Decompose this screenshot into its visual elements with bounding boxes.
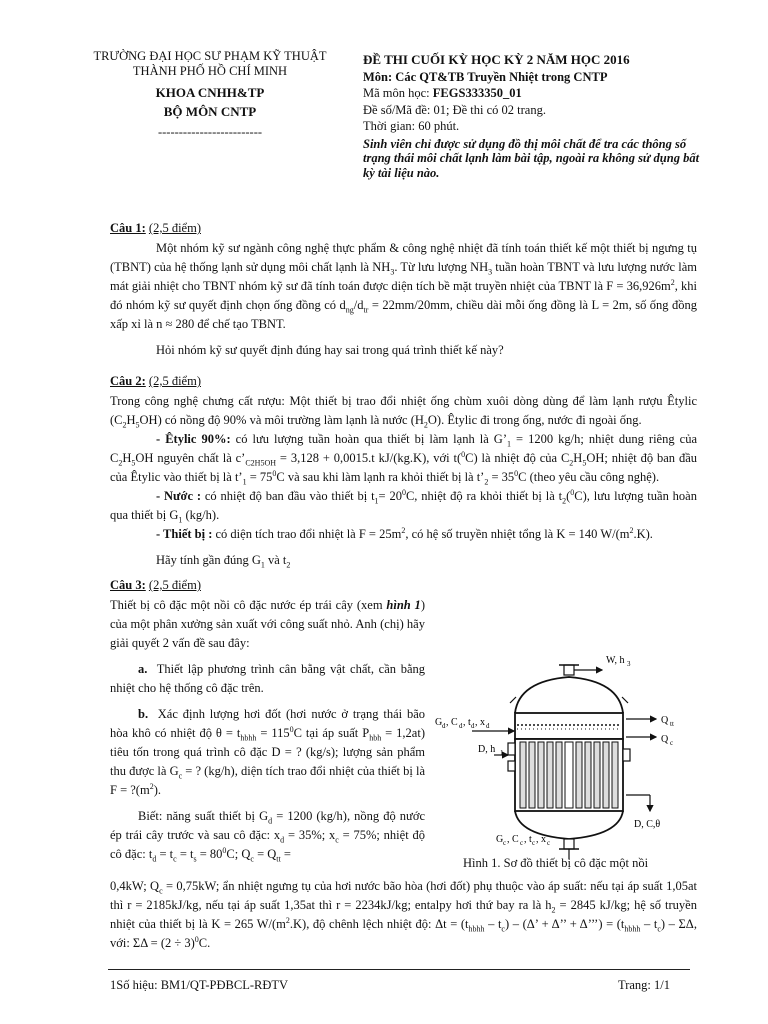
label-product: G	[496, 834, 504, 845]
svg-text:d: d	[471, 722, 475, 730]
svg-text:c: c	[547, 839, 551, 847]
q2-ethylic: - Êtylic 90%: có lưu lượng tuần hoàn qua thiết bị làm lạnh là $G’_1 = 1200$ kg/h; nhiệt dung riêng của $C_2H_5OH$ nguyên chất là $c’_{C2H5OH} = 3,128 + 0,0015.t$ kJ/(kg.K), với t($^0$C) là nhiệt độ của $C_2H_5OH$; nhiệt độ ban đầu của Êtylic vào thiết bị là $t’_1 = 75^0C$ và sau khi làm lạnh ra khỏi thiết bị là $t’_2 = 35^0C$ (theo yêu cầu công nghệ).	[110, 432, 697, 487]
header-left	[60, 49, 360, 140]
school-name-line2: THÀNH PHỐ HỒ CHÍ MINH	[132, 64, 288, 78]
footer-page-number: Trang: 1/1	[618, 978, 670, 992]
footer-divider	[108, 969, 690, 970]
svg-text:c: c	[520, 839, 524, 847]
svg-text:, x: , x	[536, 834, 546, 845]
q2-device: - Thiết bị : có diện tích trao đổi nhiệt là $F = 25m^2$, có hệ số truyền nhiệt tổng là K = 140 $W/(m^2.K)$.	[156, 525, 653, 541]
label-qtt: Q	[661, 715, 669, 726]
svg-text:tt: tt	[670, 720, 674, 728]
q2-title: Câu 2: (2,5 điểm)	[110, 374, 201, 388]
svg-text:d: d	[486, 722, 490, 730]
footer-doc-code: 1Số hiệu: BM1/QT-PĐBCL-RĐTV	[110, 978, 289, 992]
svg-text:3: 3	[627, 660, 631, 668]
q3-title: Câu 3: (2,5 điểm)	[110, 578, 201, 592]
school-name-line1: TRƯỜNG ĐẠI HỌC SƯ PHẠM KỸ THUẬT	[93, 49, 327, 63]
q2-question: Hãy tính gần đúng $G_1$ và $t_2$	[156, 553, 291, 570]
svg-text:1: 1	[500, 749, 504, 757]
exam-subject: Môn: Các QT&TB Truyền Nhiệt trong CNTP	[363, 69, 608, 84]
evaporator-diagram	[430, 645, 700, 875]
svg-text:d: d	[459, 722, 463, 730]
q3-part-a: a. Thiết lập phương trình cân bằng vật chất, cần bằng nhiệt cho hệ thống cô đặc trên.	[110, 662, 425, 695]
svg-text:c: c	[670, 739, 674, 747]
label-qc: Q	[661, 734, 669, 745]
exam-duration: Thời gian: 60 phút.	[363, 119, 460, 133]
evaporator-figure	[430, 645, 700, 875]
q3-text	[110, 596, 425, 864]
exam-title: ĐỀ THI CUỐI KỲ HỌC KỲ 2 NĂM HỌC 2016	[363, 52, 630, 67]
q1-title: Câu 1: (2,5 điểm)	[110, 221, 201, 235]
svg-text:, t: , t	[463, 717, 471, 728]
q3-part-b: b. Xác định lượng hơi đốt (hơi nước ở trạng thái bão hòa khô có nhiệt độ $\theta = t_{hbhh} = 115^0C$ tại áp suất $P_{hbh} = 1,2at$) tiêu tốn trong quá trình cô đặc D = ? (kg/s); lượng sản phẩm thu được là $G_c$ = ? (kg/h), diện tích trao đổi nhiệt của thiết bị là $F = ?(m^2)$.	[110, 707, 425, 797]
exam-number: Đề số/Mã đề: 01; Đề thi có 02 trang.	[363, 102, 546, 117]
q3-given: Biết: năng suất thiết bị $G_d = 1200$ (kg/h), nồng độ nước ép trái cây trước và sau cô đặc: $x_d = 35\%$; $x_c = 75\%$; nhiệt độ cô đặc: $t_d = t_c = t_s = 80^0C$; $Q_c = Q_{tt}$ =	[110, 809, 425, 864]
svg-text:c: c	[532, 839, 536, 847]
q1-question: Hỏi nhóm kỹ sư quyết định đúng hay sai trong quá trình thiết kế này?	[156, 343, 504, 357]
header-right	[363, 52, 708, 180]
exam-note: Sinh viên chỉ được sử dụng đồ thị môi chất để tra các thông số trạng thái môi chất lạnh làm bài tập, ngoài ra không sử dụng bất kỳ tài liệu nào.	[363, 136, 700, 180]
svg-text:, t: , t	[524, 834, 532, 845]
label-feed: G	[435, 717, 443, 728]
svg-text:, C: , C	[507, 834, 519, 845]
q2-water: - Nước : có nhiệt độ ban đầu vào thiết bị $t_1= 20^0C$, nhiệt độ ra khỏi thiết bị là $t_2(^0C)$, lưu lượng tuần hoàn qua thiết bị $G_1$ (kg/h).	[110, 487, 697, 525]
faculty-name: KHOA CNHH&TP	[155, 85, 265, 100]
svg-text:, x: , x	[475, 717, 485, 728]
label-condensate: D, C,θ	[634, 819, 661, 830]
exam-code: Mã môn học: FEGS333350_01	[363, 86, 522, 100]
department-name: BỘ MÔN CNTP	[163, 104, 257, 119]
svg-text:c: c	[503, 839, 507, 847]
svg-text:, C: , C	[446, 717, 458, 728]
header-divider: -------------------------	[157, 125, 263, 139]
q3-given-continued: 0,4kW; $Q_c = 0,75kW$; ẩn nhiệt ngưng tụ của hơi nước bão hòa (hơi đốt) phụ thuộc vào áp suất: nếu tại áp suất 1,05at thì r = 2185kJ/kg, nếu tại áp suất 1,35at thì r = 2234kJ/kg; entalpy hơi thứ bay ra là $h_2 = 2845$ kJ/kg; hệ số truyền nhiệt của thiết bị là K = 265 $W/(m^2.K)$, độ chênh lệch nhiệt độ: $\Delta t = (t_{hbhh} - t_c) - (\Delta$’ + Δ’’ + Δ’’’) = $(t_{hbhh} - t_c)$ – ΣΔ, với: $\Sigma\Delta = (2 \div 3)^0C$.	[110, 879, 697, 950]
q2-intro: Trong công nghệ chưng cất rượu: Một thiết bị trao đổi nhiệt ống chùm xuôi dòng dùng để làm lạnh rượu Êtylic $(C_2H_5OH)$ có nồng độ 90% và môi trường làm lạnh là nước $(H_2O)$. Êtylic đi trong ống, nước đi ngoài ống.	[110, 394, 697, 430]
figure-caption: Hình 1. Sơ đồ thiết bị cô đặc một nồi	[463, 856, 649, 870]
label-steam: D, h	[478, 744, 496, 755]
svg-text:d: d	[442, 722, 446, 730]
label-vapor: W, h	[606, 655, 625, 666]
q3-intro: Thiết bị cô đặc một nồi cô đặc nước ép trái cây (xem hình 1) của một phân xưởng sản xuất với công suất nhỏ. Anh (chị) hãy giải quyết 2 vấn đề sau đây:	[110, 598, 425, 650]
q1-text: Một nhóm kỹ sư ngành công nghệ thực phẩm & công nghệ nhiệt đã tính toán thiết kế một thiết bị ngưng tụ (TBNT) của hệ thống lạnh sử dụng môi chất lạnh là $NH_3$. Từ lưu lượng $NH_3$ tuần hoàn TBNT và lưu lượng nước làm mát giải nhiệt cho TBNT nhóm kỹ sư đã tính toán được diện tích bề mặt truyền nhiệt của TBNT là $F = 36,926m^2$, khi đó nhóm kỹ sư quyết định chọn ống đồng có $d_{ng}/d_{tr} = 22mm/20mm$, chiều dài mỗi ống đồng là L = 2m, số ống đồng xấp xỉ là n ≈ 280 để chế tạo TBNT.	[110, 241, 698, 331]
